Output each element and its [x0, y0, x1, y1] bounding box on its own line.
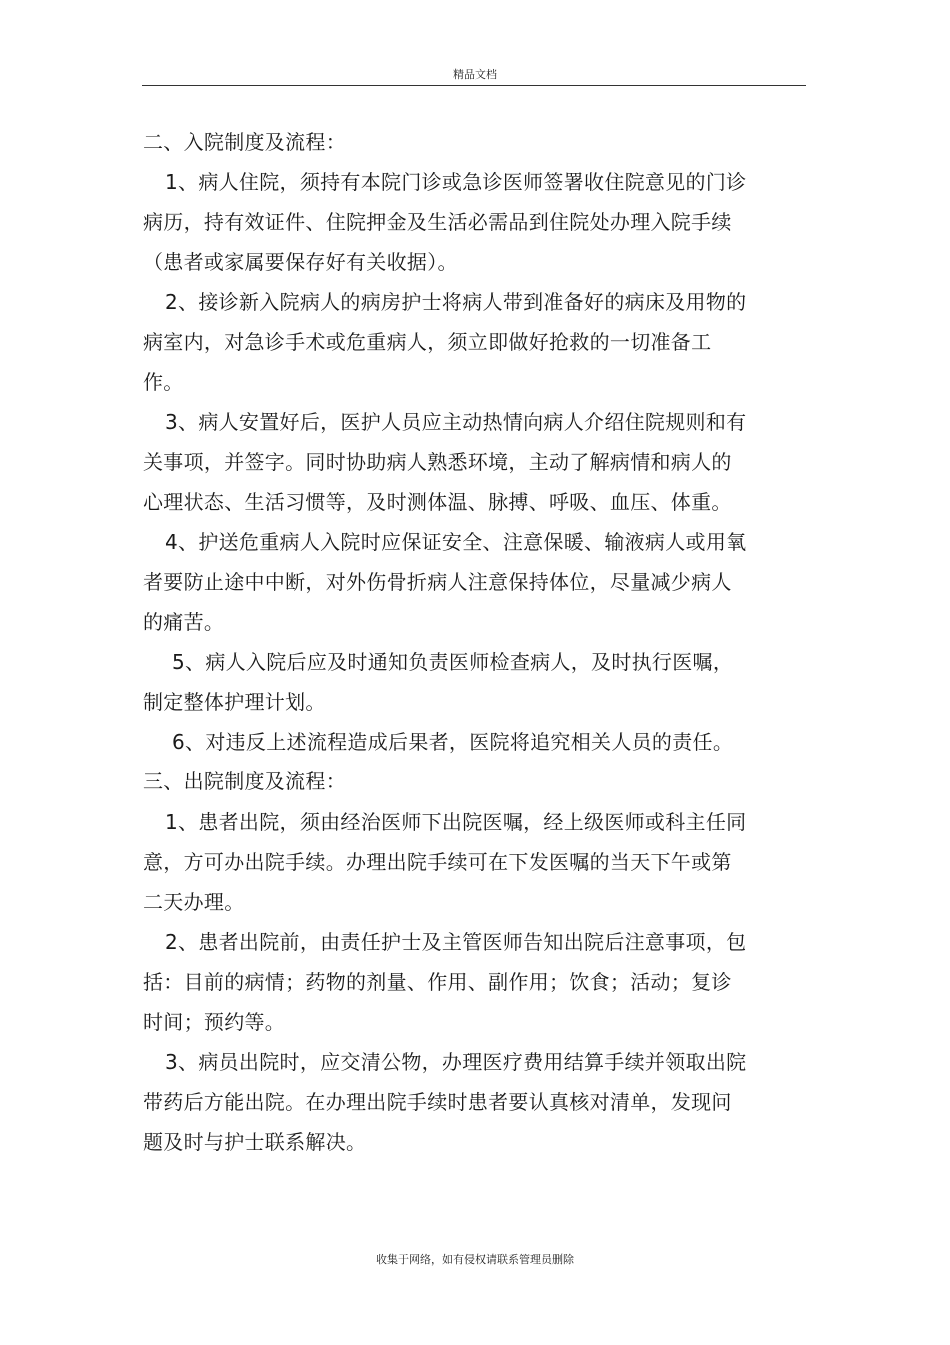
section-heading-discharge: 三、出院制度及流程：	[143, 769, 346, 793]
paragraph-line: 2、患者出院前，由责任护士及主管医师告知出院后注意事项，包	[165, 930, 747, 954]
paragraph-line: 4、护送危重病人入院时应保证安全、注意保暖、输液病人或用氧	[165, 530, 747, 554]
paragraph-line: 制定整体护理计划。	[143, 690, 326, 714]
paragraph-line: （患者或家属要保存好有关收据）。	[143, 250, 458, 274]
paragraph-line: 作。	[143, 370, 184, 394]
paragraph-line: 关事项，并签字。同时协助病人熟悉环境，主动了解病情和病人的	[143, 450, 732, 474]
paragraph-line: 5、病人入院后应及时通知负责医师检查病人，及时执行医嘱，	[172, 650, 734, 674]
paragraph-line: 6、对违反上述流程造成后果者，医院将追究相关人员的责任。	[172, 730, 734, 754]
paragraph-line: 3、病员出院时，应交清公物，办理医疗费用结算手续并领取出院	[165, 1050, 747, 1074]
paragraph-line: 时间；预约等。	[143, 1010, 286, 1034]
paragraph-line: 2、接诊新入院病人的病房护士将病人带到准备好的病床及用物的	[165, 290, 747, 314]
paragraph-line: 者要防止途中中断，对外伤骨折病人注意保持体位，尽量减少病人	[143, 570, 732, 594]
paragraph-line: 意，方可办出院手续。办理出院手续可在下发医嘱的当天下午或第	[143, 850, 732, 874]
paragraph-line: 心理状态、生活习惯等，及时测体温、脉搏、呼吸、血压、体重。	[143, 490, 732, 514]
paragraph-line: 病室内，对急诊手术或危重病人，须立即做好抢救的一切准备工	[143, 330, 712, 354]
section-heading-admission: 二、入院制度及流程：	[143, 130, 346, 154]
paragraph-line: 带药后方能出院。在办理出院手续时患者要认真核对清单，发现问	[143, 1090, 732, 1114]
paragraph-line: 的痛苦。	[143, 610, 225, 634]
paragraph-line: 3、病人安置好后，医护人员应主动热情向病人介绍住院规则和有	[165, 410, 747, 434]
paragraph-line: 题及时与护士联系解决。	[143, 1130, 367, 1154]
paragraph-line: 括：目前的病情；药物的剂量、作用、副作用；饮食；活动；复诊	[143, 970, 732, 994]
page-footer: 收集于网络，如有侵权请联系管理员删除	[376, 1253, 574, 1266]
paragraph-line: 1、病人住院，须持有本院门诊或急诊医师签署收住院意见的门诊	[165, 170, 747, 194]
header-divider	[142, 85, 806, 86]
paragraph-line: 二天办理。	[143, 890, 245, 914]
page-header: 精品文档	[453, 68, 497, 81]
paragraph-line: 1、患者出院，须由经治医师下出院医嘱，经上级医师或科主任同	[165, 810, 747, 834]
paragraph-line: 病历，持有效证件、住院押金及生活必需品到住院处办理入院手续	[143, 210, 732, 234]
